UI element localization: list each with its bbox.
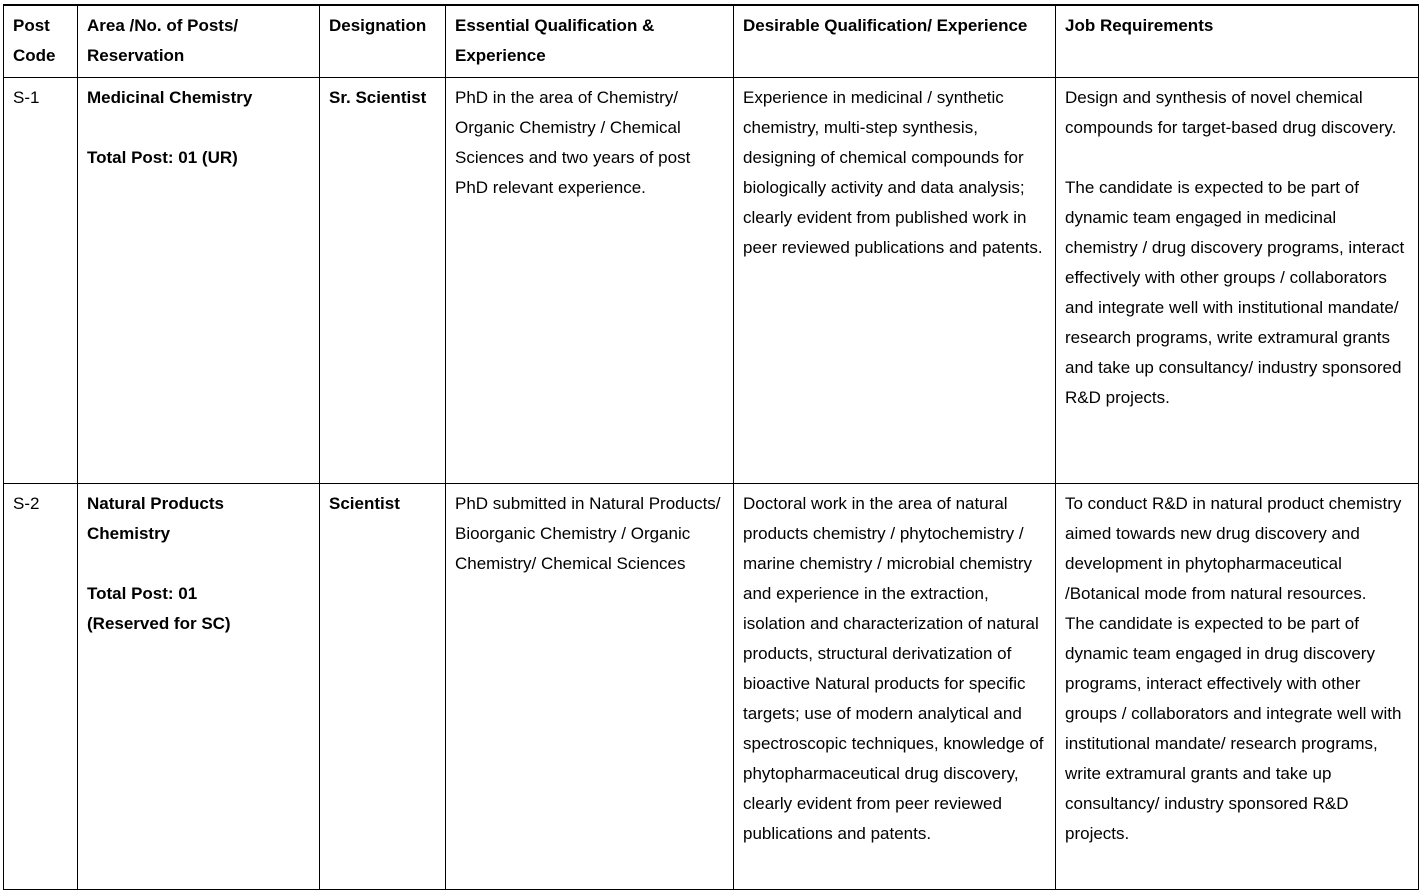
area-name: Natural Products Chemistry bbox=[87, 494, 224, 543]
essential-qualification-cell: PhD in the area of Chemistry/ Organic Chemistry / Chemical Sciences and two years of post PhD relevant experience. bbox=[446, 78, 734, 484]
table-row bbox=[4, 484, 1419, 890]
post-code-cell: S-2 bbox=[4, 484, 78, 890]
area-name: Medicinal Chemistry bbox=[87, 88, 253, 107]
area-cell bbox=[78, 78, 320, 484]
header-essential-qualification: Essential Qualification & Experience bbox=[446, 5, 734, 78]
area-cell bbox=[78, 484, 320, 890]
total-posts: Total Post: 01 bbox=[87, 584, 198, 603]
table-header-row bbox=[4, 5, 1419, 78]
header-designation: Designation bbox=[320, 5, 446, 78]
designation-cell: Scientist bbox=[320, 484, 446, 890]
job-requirements-cell bbox=[1056, 484, 1419, 890]
job-requirement-paragraph: To conduct R&D in natural product chemistry aimed towards new drug discovery and development in phytopharmaceutical /Botanical mode from natural resources. bbox=[1065, 494, 1402, 603]
essential-qualification-cell: PhD submitted in Natural Products/ Bioorganic Chemistry / Organic Chemistry/ Chemical Sciences bbox=[446, 484, 734, 890]
job-requirement-paragraph: The candidate is expected to be part of dynamic team engaged in medicinal chemistry / drug discovery programs, interact effectively with other groups / collaborators and integrate well with institutional mandate/ research programs, write extramural grants and take up consultancy/ industry sponsored R&D projects. bbox=[1065, 178, 1405, 407]
desirable-qualification-cell: Doctoral work in the area of natural products chemistry / phytochemistry / marine chemistry / microbial chemistry and experience in the extraction, isolation and characterization of natural products, structural derivatization of bioactive Natural products for specific targets; use of modern analytical and spectroscopic techniques, knowledge of phytopharmaceutical drug discovery, clearly evident from peer reviewed publications and patents. bbox=[734, 484, 1056, 890]
designation-cell: Sr. Scientist bbox=[320, 78, 446, 484]
job-requirement-paragraph: Design and synthesis of novel chemical compounds for target-based drug discovery. bbox=[1065, 88, 1397, 137]
header-job-requirements: Job Requirements bbox=[1056, 5, 1419, 78]
job-posts-table bbox=[3, 4, 1419, 890]
job-requirements-cell bbox=[1056, 78, 1419, 484]
header-area: Area /No. of Posts/ Reservation bbox=[78, 5, 320, 78]
header-post-code: Post Code bbox=[4, 5, 78, 78]
total-posts: Total Post: 01 (UR) bbox=[87, 148, 238, 167]
reservation: (Reserved for SC) bbox=[87, 614, 231, 633]
desirable-qualification-cell: Experience in medicinal / synthetic chemistry, multi-step synthesis, designing of chemical compounds for biologically activity and data analysis; clearly evident from published work in peer reviewed publications and patents. bbox=[734, 78, 1056, 484]
header-desirable-qualification: Desirable Qualification/ Experience bbox=[734, 5, 1056, 78]
job-requirement-paragraph: The candidate is expected to be part of dynamic team engaged in drug discovery programs, interact effectively with other groups / collaborators and integrate well with institutional mandate/ research programs, write extramural grants and take up consultancy/ industry sponsored R&D projects. bbox=[1065, 614, 1402, 843]
post-code-cell: S-1 bbox=[4, 78, 78, 484]
table-row bbox=[4, 78, 1419, 484]
